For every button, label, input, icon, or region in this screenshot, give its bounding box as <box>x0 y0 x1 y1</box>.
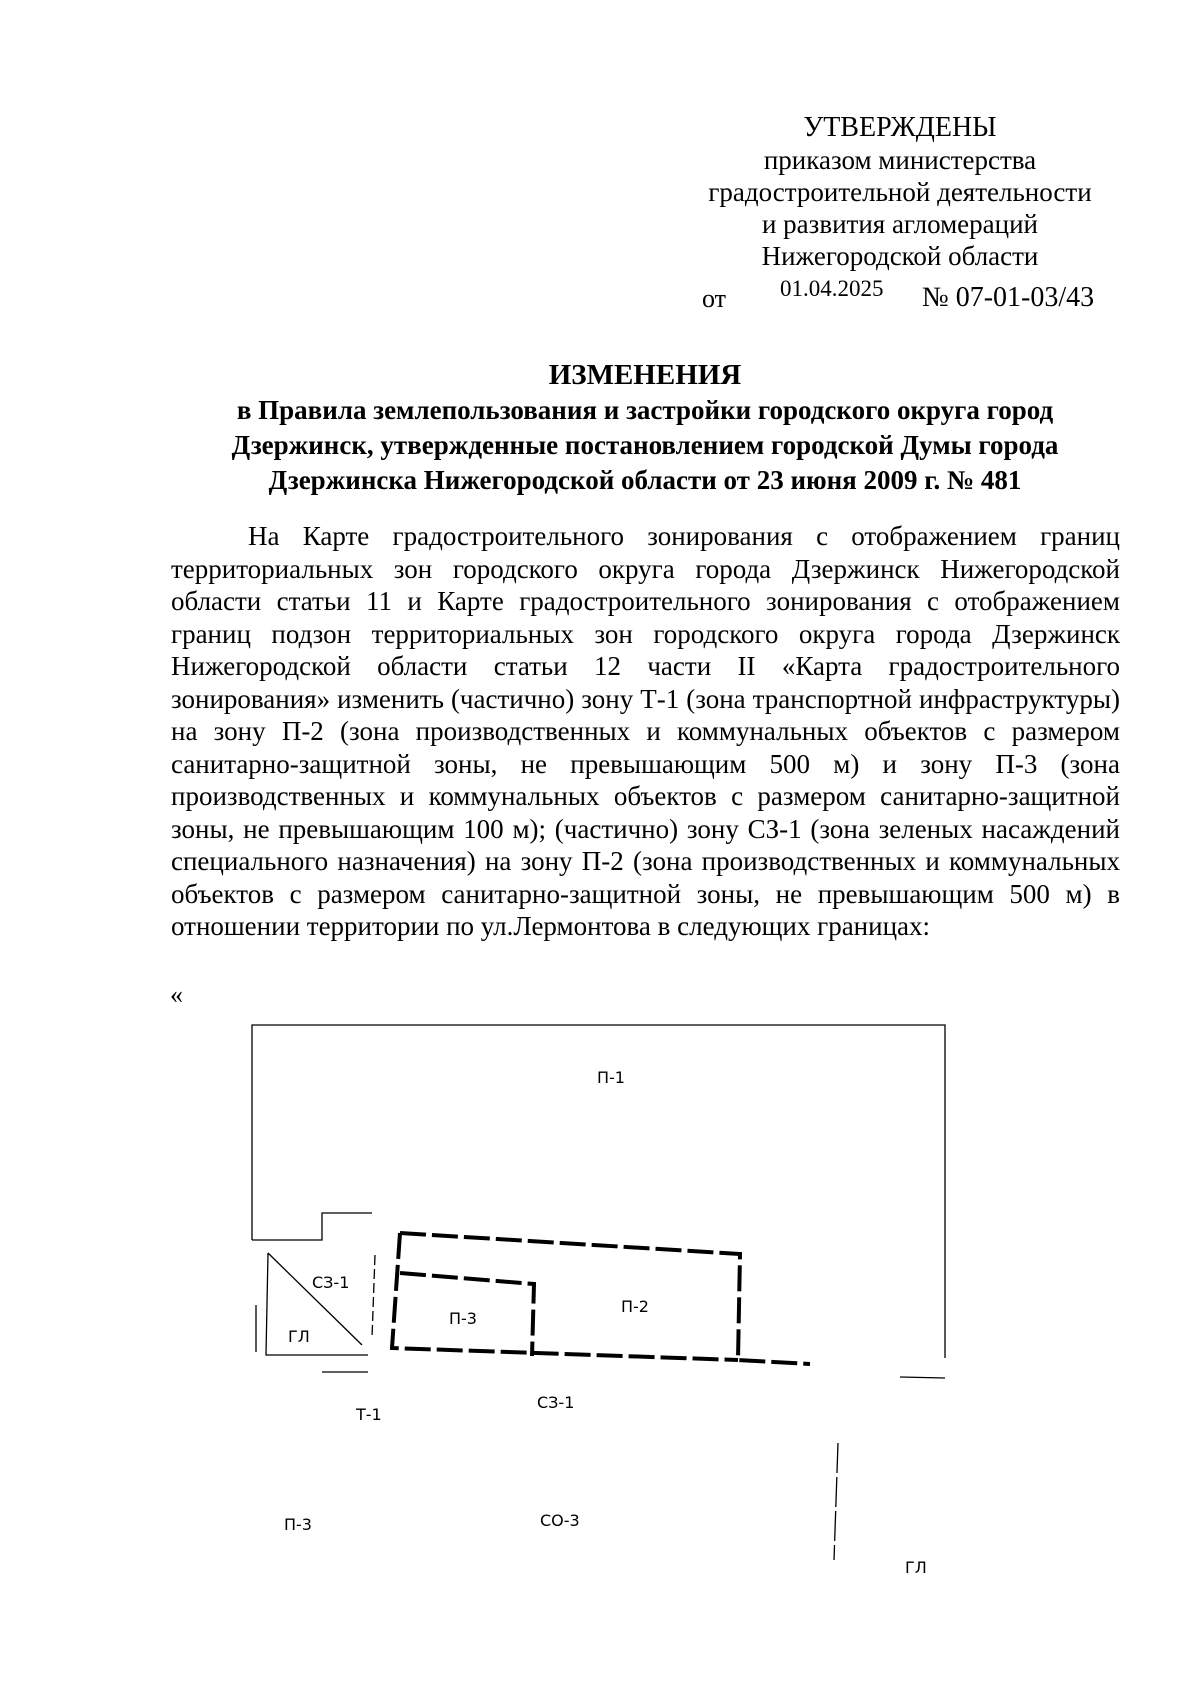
title-line-3: Дзержинска Нижегородской области от 23 июня 2009 г. № 481 <box>268 465 1022 495</box>
title-main: ИЗМЕНЕНИЯ <box>548 359 742 391</box>
label-p3-bottom: П-3 <box>284 1515 312 1534</box>
boundary-right-foot <box>900 1377 945 1378</box>
label-gl-left: ГЛ <box>288 1327 310 1346</box>
boundary-p2-left-bottom <box>392 1233 738 1360</box>
approval-line-3: градостроительной деятельности <box>708 177 1092 207</box>
map-changed-zones <box>392 1233 810 1364</box>
label-sz1-left: СЗ-1 <box>312 1273 350 1292</box>
approval-line-2: приказом министерства <box>763 145 1037 175</box>
approval-line-5: Нижегородской области <box>761 241 1039 271</box>
diagonal-line <box>268 1253 362 1345</box>
label-t1: Т-1 <box>356 1405 382 1424</box>
label-p2-inner: П-2 <box>621 1297 649 1316</box>
label-gl-right: ГЛ <box>905 1558 927 1577</box>
approval-line-4: и развития агломераций <box>761 209 1038 239</box>
label-so3: СО-3 <box>540 1511 580 1530</box>
label-p1: П-1 <box>597 1068 625 1087</box>
from-label: от <box>702 284 727 313</box>
title-line-2: Дзержинск, утвержденные постановлением городской Думы города <box>231 430 1059 460</box>
boundary-gl-left <box>266 1253 368 1355</box>
label-sz1-bottom: СЗ-1 <box>537 1393 575 1412</box>
title-line-1: в Правила землепользования и застройки городского округа город <box>236 395 1054 425</box>
boundary-p2-dashed <box>400 1233 810 1364</box>
opening-quote: « <box>170 980 183 1009</box>
map-labels <box>284 1068 927 1577</box>
label-p3-inner: П-3 <box>449 1309 477 1328</box>
approval-date: 01.04.2025 <box>780 276 884 301</box>
approval-heading: УТВЕРЖДЕНЫ <box>803 112 997 143</box>
boundary-step <box>252 1213 372 1240</box>
body-paragraph: На Карте градостроительного зонирования с отображением границ территориальных зон городского округа города Дзержинск Нижегородской области статьи 11 и Карте градостроительного зонирования с отображением границ подзон территориальных зон городского округа города Дзержинск Нижегородской области статьи 12 части II «Карта градостроительного зонирования» изменить (частично) зону Т-1 (зона транспортной инфраструктуры) на зону П-2 (зона производственных и коммунальных объектов с размером санитарно-защитной зоны, не превышающим 500 м) и зону П-3 (зона производственных и коммунальных объектов с размером санитарно-защитной зоны, не превышающим 100 м); (частично) зону СЗ-1 (зона зеленых насаждений специального назначения) на зону П-2 (зона производственных и коммунальных объектов с размером санитарно-защитной зоны, не превышающим 500 м) в отношении территории по ул.Лермонтова в следующих границах: <box>171 521 1120 941</box>
order-number: № 07-01-03/43 <box>922 282 1095 313</box>
boundary-vertical-lower <box>834 1443 838 1560</box>
boundary-dashed-short <box>372 1255 375 1338</box>
map-zone-boundaries <box>252 1025 945 1560</box>
